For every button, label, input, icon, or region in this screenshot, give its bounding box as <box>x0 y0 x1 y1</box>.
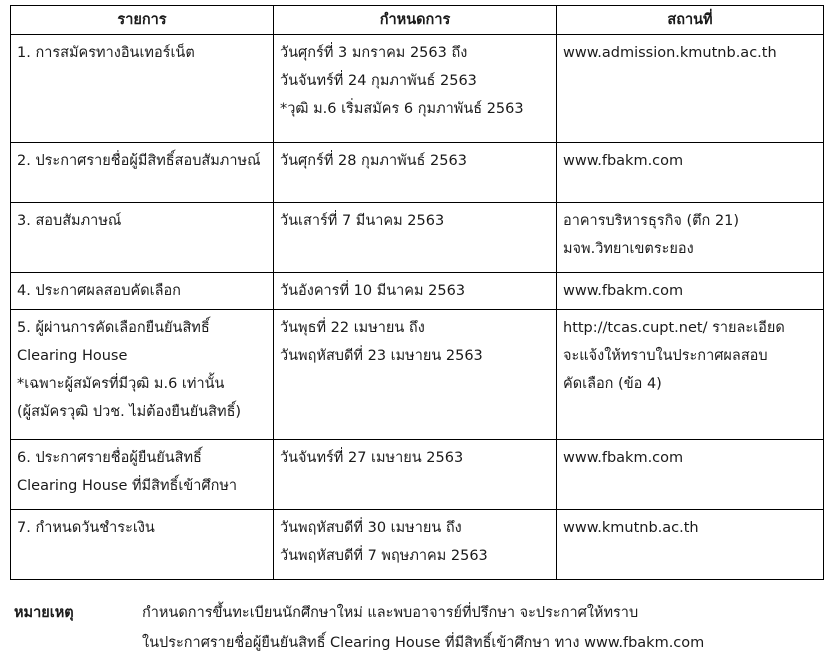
item-cell <box>11 273 274 310</box>
remark-label: หมายเหตุ <box>14 605 74 621</box>
item-cell <box>11 310 274 440</box>
place-cell-line: www.fbakm.com <box>563 450 684 466</box>
table-row <box>11 273 824 310</box>
item-cell-line: 5. ผู้ผ่านการคัดเลือกยืนยันสิทธิ์ <box>17 320 210 336</box>
item-cell <box>11 510 274 580</box>
schedule-cell-line: วันศุกร์ที่ 28 กุมภาพันธ์ 2563 <box>280 153 467 169</box>
schedule-cell-line: วันจันทร์ที่ 24 กุมภาพันธ์ 2563 <box>280 73 477 89</box>
table-body <box>11 35 824 580</box>
header-item: รายการ <box>11 6 274 35</box>
place-cell-line: คัดเลือก (ข้อ 4) <box>563 376 662 392</box>
header-schedule: กำหนดการ <box>274 6 557 35</box>
schedule-cell-line: *วุฒิ ม.6 เริ่มสมัคร 6 กุมภาพันธ์ 2563 <box>280 101 524 117</box>
item-cell-line: *เฉพาะผู้สมัครที่มีวุฒิ ม.6 เท่านั้น <box>17 376 225 392</box>
place-cell-line: มจพ.วิทยาเขตระยอง <box>563 241 694 257</box>
table-row <box>11 440 824 510</box>
schedule-cell-line: วันเสาร์ที่ 7 มีนาคม 2563 <box>280 213 445 229</box>
item-cell-line: 2. ประกาศรายชื่อผู้มีสิทธิ์สอบสัมภาษณ์ <box>17 153 261 169</box>
schedule-cell-line: วันพฤหัสบดีที่ 30 เมษายน ถึง <box>280 520 462 536</box>
schedule-cell <box>274 310 557 440</box>
schedule-cell <box>274 273 557 310</box>
schedule-cell-line: วันศุกร์ที่ 3 มกราคม 2563 ถึง <box>280 45 468 61</box>
schedule-cell-line: วันอังคารที่ 10 มีนาคม 2563 <box>280 283 466 299</box>
item-cell-line: (ผู้สมัครวุฒิ ปวช. ไม่ต้องยืนยันสิทธิ์) <box>17 404 242 420</box>
item-cell <box>11 35 274 143</box>
item-cell-line: 6. ประกาศรายชื่อผู้ยืนยันสิทธิ์ <box>17 450 202 466</box>
header-place: สถานที่ <box>557 6 824 35</box>
place-cell-line: www.kmutnb.ac.th <box>563 520 699 536</box>
schedule-cell-line: วันพฤหัสบดีที่ 23 เมษายน 2563 <box>280 348 483 364</box>
schedule-cell <box>274 35 557 143</box>
table-row <box>11 203 824 273</box>
place-cell <box>557 310 824 440</box>
schedule-cell-line: วันพุธที่ 22 เมษายน ถึง <box>280 320 425 336</box>
table-header-row <box>11 6 824 35</box>
place-cell <box>557 203 824 273</box>
place-cell-line: www.fbakm.com <box>563 283 684 299</box>
schedule-cell-line: วันพฤหัสบดีที่ 7 พฤษภาคม 2563 <box>280 548 488 564</box>
remark-line: ในประกาศรายชื่อผู้ยืนยันสิทธิ์ Clearing House ที่มีสิทธิ์เข้าศึกษา ทาง www.fbakm.com <box>142 635 705 651</box>
item-cell <box>11 440 274 510</box>
place-cell-line: จะแจ้งให้ทราบในประกาศผลสอบ <box>563 348 768 364</box>
schedule-table <box>10 5 824 580</box>
place-cell <box>557 273 824 310</box>
item-cell-line: 7. กำหนดวันชำระเงิน <box>17 520 155 536</box>
schedule-cell-line: วันจันทร์ที่ 27 เมษายน 2563 <box>280 450 464 466</box>
table-row <box>11 510 824 580</box>
table-row <box>11 143 824 203</box>
item-cell-line: Clearing House <box>17 348 128 364</box>
place-cell <box>557 440 824 510</box>
place-cell-line: www.fbakm.com <box>563 153 684 169</box>
place-cell <box>557 35 824 143</box>
item-cell-line: 3. สอบสัมภาษณ์ <box>17 213 122 229</box>
item-cell <box>11 203 274 273</box>
remark-text <box>142 598 704 658</box>
table-row <box>11 310 824 440</box>
table-row <box>11 35 824 143</box>
place-cell <box>557 510 824 580</box>
item-cell-line: 4. ประกาศผลสอบคัดเลือก <box>17 283 181 299</box>
schedule-cell <box>274 143 557 203</box>
item-cell-line: Clearing House ที่มีสิทธิ์เข้าศึกษา <box>17 478 238 494</box>
schedule-cell <box>274 440 557 510</box>
item-cell-line: 1. การสมัครทางอินเทอร์เน็ต <box>17 45 195 61</box>
place-cell-line: อาคารบริหารธุรกิจ (ตึก 21) <box>563 213 740 229</box>
schedule-cell <box>274 203 557 273</box>
remark-line: กำหนดการขึ้นทะเบียนนักศึกษาใหม่ และพบอาจารย์ที่ปรึกษา จะประกาศให้ทราบ <box>142 605 639 621</box>
place-cell <box>557 143 824 203</box>
schedule-cell <box>274 510 557 580</box>
place-cell-line: www.admission.kmutnb.ac.th <box>563 45 777 61</box>
place-cell-line: http://tcas.cupt.net/ รายละเอียด <box>563 320 785 336</box>
item-cell <box>11 143 274 203</box>
